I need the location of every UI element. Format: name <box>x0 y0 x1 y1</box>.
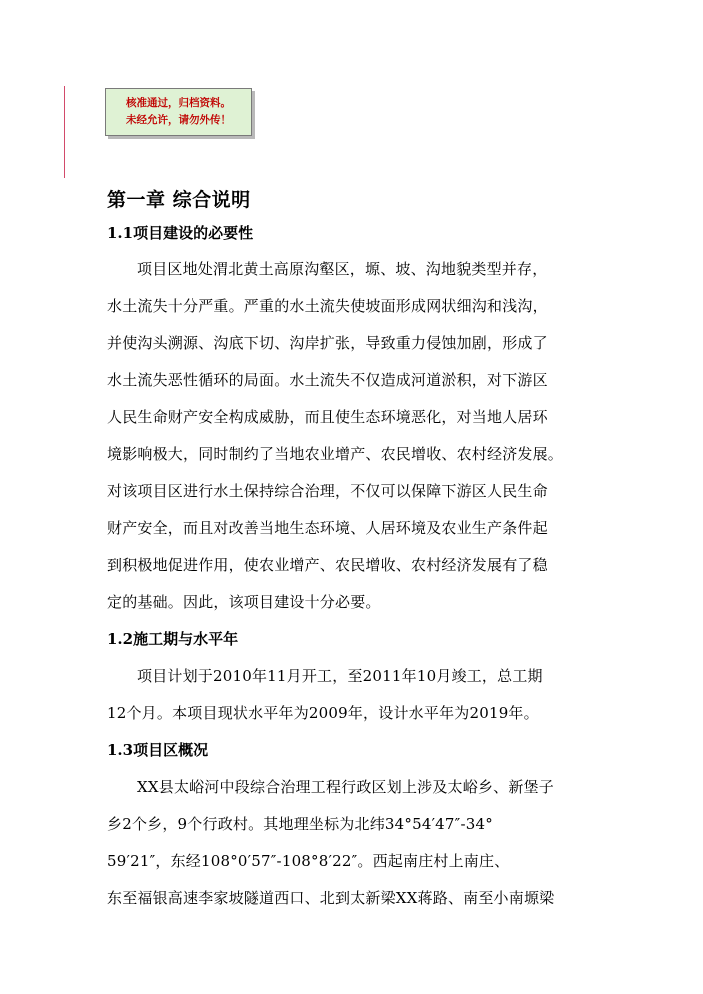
paragraph-line: 人民生命财产安全构成威胁，而且使生态环境恶化，对当地人居环 <box>107 408 548 426</box>
section-heading-1-3: 1.3项目区概况 <box>107 741 209 759</box>
paragraph-line: 境影响极大，同时制约了当地农业增产、农民增收、农村经济发展。 <box>107 445 564 463</box>
section-heading-1-2: 1.2施工期与水平年 <box>107 630 239 648</box>
paragraph-line: 59′21″，东经108°0′57″-108°8′22″。西起南庄村上南庄、 <box>107 852 510 870</box>
paragraph-line: 12个月。本项目现状水平年为2009年，设计水平年为2019年。 <box>107 704 539 722</box>
paragraph-line: 到积极地促进作用，使农业增产、农民增收、农村经济发展有了稳 <box>107 556 548 574</box>
paragraph-line: 财产安全，而且对改善当地生态环境、人居环境及农业生产条件起 <box>107 519 548 537</box>
paragraph-line: 水土流失十分严重。严重的水土流失使坡面形成网状细沟和浅沟， <box>107 297 548 315</box>
paragraph-line: 东至福银高速李家坡隧道西口、北到太新梁XX蒋路、南至小南塬梁 <box>107 889 555 907</box>
chapter-title: 第一章 综合说明 <box>107 189 251 211</box>
stamp-line-1: 核准通过，归档资料。 <box>126 97 231 109</box>
paragraph-line: 并使沟头溯源、沟底下切、沟岸扩张，导致重力侵蚀加剧，形成了 <box>107 334 548 352</box>
paragraph-line: 定的基础。因此，该项目建设十分必要。 <box>107 593 381 611</box>
paragraph-line: 项目区地处渭北黄土高原沟壑区，塬、坡、沟地貌类型并存， <box>137 260 548 278</box>
section-heading-1-1: 1.1项目建设的必要性 <box>107 224 254 242</box>
stamp-line-2: 未经允许，请勿外传！ <box>126 114 231 126</box>
archive-stamp <box>105 88 252 136</box>
paragraph-line: 乡2个乡，9个行政村。其地理坐标为北纬34°54′47″-34° <box>107 815 493 833</box>
paragraph-line: 水土流失恶性循环的局面。水土流失不仅造成河道淤积，对下游区 <box>107 371 548 389</box>
paragraph-line: 对该项目区进行水土保持综合治理，不仅可以保障下游区人民生命 <box>107 482 548 500</box>
paragraph-line: 项目计划于2010年11月开工，至2011年10月竣工，总工期 <box>137 667 543 685</box>
margin-line <box>64 86 65 178</box>
paragraph-line: XX县太峪河中段综合治理工程行政区划上涉及太峪乡、新堡子 <box>137 778 554 796</box>
